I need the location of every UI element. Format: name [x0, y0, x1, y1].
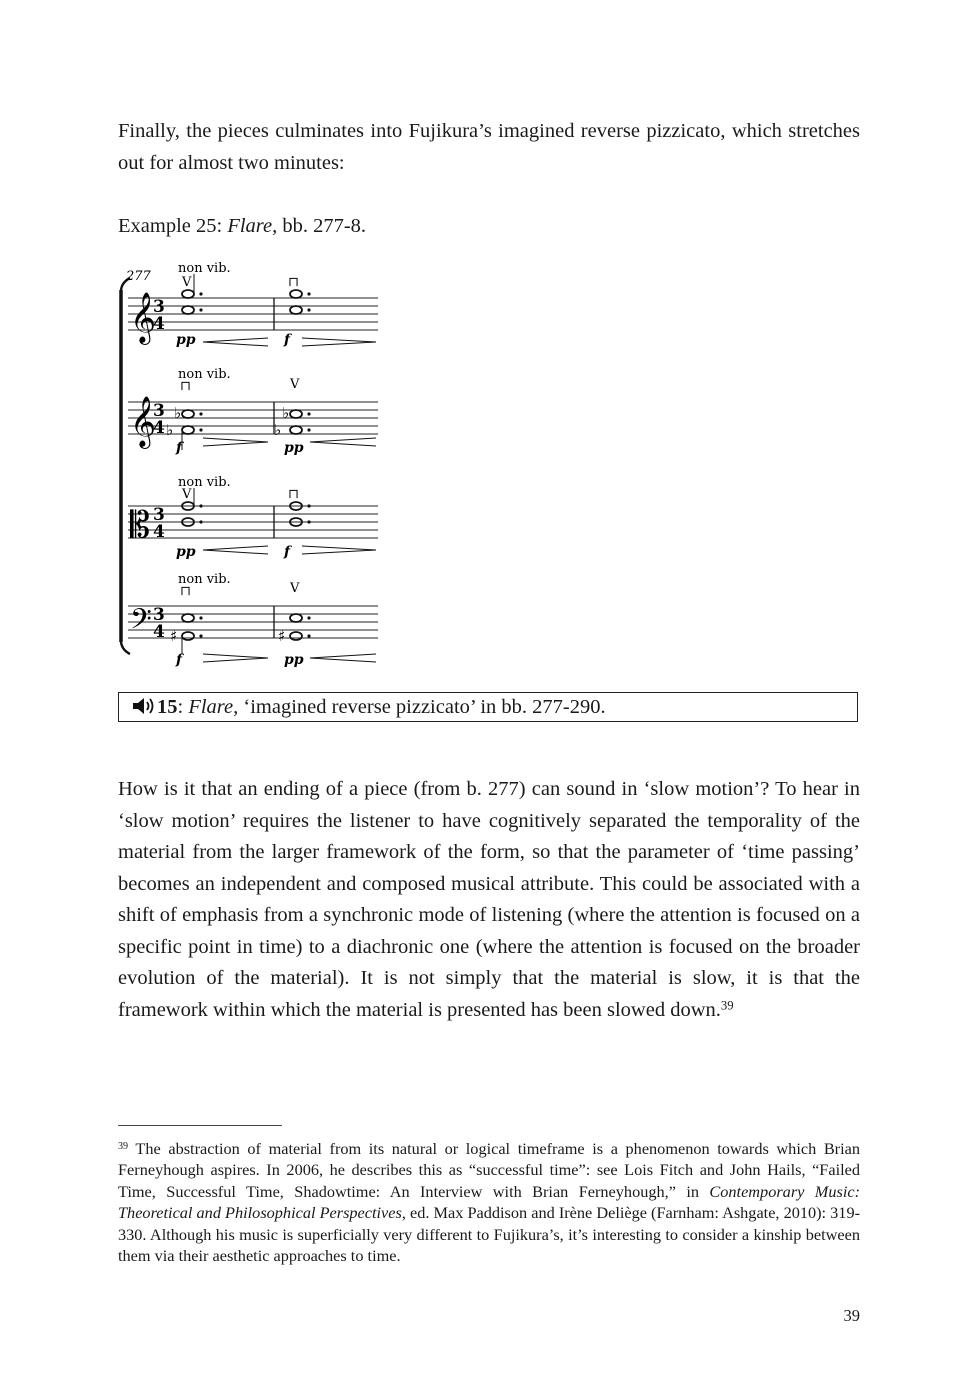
dynamic-f: f — [176, 652, 183, 668]
time-signature-bottom: 4 — [153, 622, 165, 642]
sharp-icon: ♯ — [170, 627, 178, 645]
dynamic-f: f — [284, 544, 291, 560]
audio-example-number: 15 — [157, 696, 178, 718]
treble-clef-icon: 𝄞 — [130, 292, 157, 343]
body-paragraph-text: How is it that an ending of a piece (from b. 277) can sound in ‘slow motion’? To hear in ‘slow motion’ requires the listener to have cognitively separated the temporality of the material from the larger framework of the form, so that the parameter of ‘time passing’ becomes an independent and composed musical attribute. This could be associated with a shift of emphasis from a synchronic mode of listening (where the attention is focused on a specific point in time) to a diachronic one (where the attention is focused on the broader evolution of the material). It is not simply that the material is slow, it is that the framework within which the material is presented has been slowed down. — [118, 778, 860, 1021]
time-signature-top: 3 — [153, 605, 165, 625]
down-bow-icon: ⊓ — [288, 275, 299, 290]
time-signature-top: 3 — [153, 401, 165, 421]
time-signature-bottom: 4 — [153, 314, 165, 334]
dynamic-pp: pp — [176, 544, 196, 560]
expression-text: non vib. — [178, 475, 231, 490]
up-bow-icon: V — [182, 487, 192, 502]
expression-text: non vib. — [178, 572, 231, 587]
footnote-divider — [118, 1125, 282, 1126]
flat-icon: ♭ — [274, 421, 282, 439]
page-number: 39 — [843, 1306, 860, 1325]
footnote — [118, 1138, 860, 1266]
time-signature-bottom: 4 — [153, 522, 165, 542]
staff-violin-2 — [128, 367, 378, 456]
dynamic-f: f — [284, 332, 291, 348]
footnote-marker: 39 — [118, 1140, 129, 1152]
footnote-reference[interactable]: 39 — [720, 998, 734, 1013]
dynamic-pp: pp — [176, 332, 196, 348]
alto-clef-icon: 𝄡 — [130, 505, 151, 546]
down-bow-icon: ⊓ — [180, 584, 191, 599]
footnote-book-title: Contemporary Music: Theoretical and Philosophical Perspectives — [118, 1181, 860, 1223]
footnote-text-2: , ed. Max Paddison and Irène Deliège (Farnham: Ashgate, 2010): 319-330. Although his music is superficially very different to Fujikura’s, it’s interesting to consider a kinship between them via their aesthetic approaches to time. — [118, 1203, 861, 1266]
down-bow-icon: ⊓ — [288, 487, 299, 502]
expression-text: non vib. — [178, 367, 231, 382]
caption-suffix: bb. 277-8. — [277, 215, 367, 237]
up-bow-icon: V — [182, 275, 192, 290]
staff-cello — [128, 572, 378, 668]
up-bow-icon: V — [290, 377, 300, 392]
flat-icon: ♭ — [282, 404, 290, 422]
sharp-icon: ♯ — [278, 627, 286, 645]
down-bow-icon: ⊓ — [180, 379, 191, 394]
up-bow-icon: V — [290, 581, 300, 596]
system-bracket — [121, 278, 130, 654]
flat-icon: ♭ — [166, 421, 174, 439]
music-score — [110, 256, 390, 668]
dynamic-f: f — [176, 440, 183, 456]
intro-paragraph: Finally, the pieces culminates into Fujikura’s imagined reverse pizzicato, which stretches out for almost two minutes: — [118, 120, 860, 174]
audio-example-description: ‘imagined reverse pizzicato’ in bb. 277-290. — [238, 696, 606, 718]
caption-title: Flare, — [227, 215, 278, 237]
dynamic-pp: pp — [284, 440, 304, 456]
example-caption — [118, 212, 366, 240]
footnote-text-1: The abstraction of material from its natural or logical timeframe is a phenomenon towards which Brian Ferneyhough aspires. In 2006, he describes this as “successful time”: see Lois Fitch and John Hails, “Failed Time, Successful Time, Shadowtime: An Interview with Brian Ferneyhough,” in — [118, 1139, 860, 1201]
speaker-icon[interactable] — [131, 696, 157, 716]
staff-viola — [128, 475, 378, 560]
bass-clef-icon: 𝄢 — [130, 603, 152, 643]
dynamic-pp: pp — [284, 652, 304, 668]
time-signature-top: 3 — [153, 297, 165, 317]
audio-example-title: Flare, — [188, 696, 239, 718]
caption-prefix: Example 25: — [118, 215, 228, 237]
body-paragraph — [118, 774, 860, 1026]
flat-icon: ♭ — [174, 404, 182, 422]
bar-number: 277 — [126, 269, 151, 284]
staff-violin-1 — [128, 261, 378, 348]
time-signature-bottom: 4 — [153, 418, 165, 438]
expression-text: non vib. — [178, 261, 231, 276]
time-signature-top: 3 — [153, 505, 165, 525]
treble-clef-icon: 𝄞 — [130, 396, 157, 447]
audio-example-box[interactable]: 15: Flare, ‘imagined reverse pizzicato’ in bb. 277-290. — [118, 692, 858, 722]
